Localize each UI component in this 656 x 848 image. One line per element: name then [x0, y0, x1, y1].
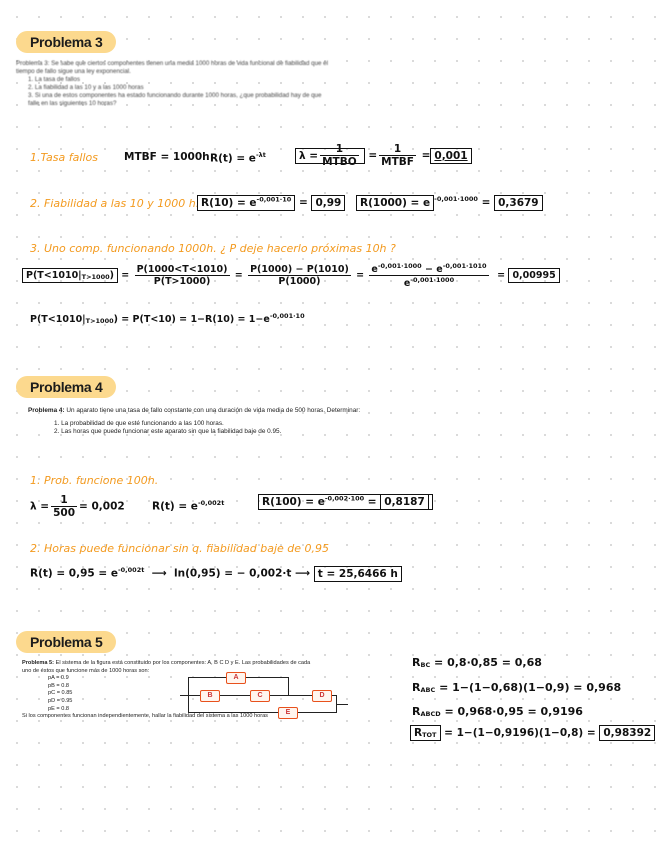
statement-line: falle en las siguientes 10 horas?: [28, 100, 117, 107]
r-rest: = 1−(1−0,9196)(1−0,8) =: [440, 727, 596, 739]
r100-result: 0,8187: [380, 494, 429, 510]
line2-lhs: P(T<1010|: [30, 314, 86, 326]
p3-conditional-prob: P(T<1010|T>1000) = $\frac{P(1000<T<1010)}{P(T>1000)}$ = $\frac{P(1000) - P(1010)}{P(1000)}$ = $\frac{e^{-0,001\cdot 1000} - e^{-0,001\cdot 1010}}{e^{-0,001\cdot 1000}}$ = 0,00995: [22, 262, 560, 289]
p3-lambda-formula: λ = $\frac{1}{\text{MTBO}}$ = $\frac{1}{\text{MTBF}}$ = 0,001: [295, 143, 472, 168]
r-bc: [412, 656, 542, 669]
cond-prob-result: 0,00995: [508, 268, 559, 283]
statement-line: 1. La tasa de fallos: [28, 76, 80, 83]
eq1: R(t) = 0,95 = e: [30, 567, 118, 580]
frac-den: 500: [53, 507, 76, 519]
line2-exp: -0,001·10: [269, 312, 305, 320]
p3-r1000: R(1000) = e $^{-0,001\cdot 1000}$ = 0,3679: [356, 195, 543, 209]
prob-item: pC = 0.85: [48, 690, 73, 697]
problem-3-statement: [16, 60, 328, 108]
fraction: [369, 262, 488, 289]
hours-result: t = 25,6466 h: [314, 566, 402, 582]
r-tot: [410, 727, 655, 739]
fraction: [51, 494, 77, 519]
r-rest: = 1−(1−0,68)(1−0,9) = 0,968: [435, 681, 622, 694]
rt-exp: -0,002t: [197, 499, 225, 507]
statement-item: 2. Las horas que puede funcionar este aparato sin que la fiabilidad baje de 0.95.: [54, 428, 282, 436]
statement-bold: Problema 4:: [28, 407, 65, 414]
exp-base: e: [403, 278, 411, 290]
p4-q1-label: 1. Prob. funcione 100h.: [30, 474, 159, 487]
p4-rt: [152, 499, 224, 513]
problem-4-statement: [28, 407, 360, 437]
prob-item: pE = 0.8: [48, 705, 69, 712]
exp-power: -0,001·1000: [377, 262, 422, 270]
r-symbol: R: [414, 727, 423, 739]
r-symbol: R: [412, 656, 421, 669]
component-d: D: [312, 690, 332, 702]
prob-item: pD = 0.95: [48, 697, 73, 704]
statement-line: 2. La fiabilidad a las 10 y a las 1000 horas: [28, 84, 144, 91]
r-symbol: R: [412, 681, 421, 694]
p3-q1-label: 1.Tasa fallos: [30, 151, 98, 164]
cond-lhs: P(T<1010|: [26, 270, 82, 282]
r-tot-box: [410, 725, 441, 741]
wire: [188, 712, 336, 713]
wire: [336, 704, 348, 705]
fraction: [320, 143, 359, 168]
p3-rt-formula: [210, 151, 266, 165]
fraction: [379, 143, 416, 168]
frac-num: 1: [51, 494, 77, 507]
r-sub: TOT: [422, 731, 437, 739]
problem-4-title: Problema 4: [16, 376, 116, 398]
statement-bold: Problema 5:: [22, 660, 55, 666]
rt-lhs: R(t) = e: [210, 152, 256, 165]
lambda-value: = 0,002: [79, 500, 125, 513]
r10-exp: -0,001·10: [256, 195, 292, 203]
r100-lhs: R(100) = e: [262, 495, 325, 508]
line2-rest: ) = P(T<10) = 1−R(10) = 1−e: [113, 314, 270, 326]
r100-exp: -0,002·100: [324, 494, 365, 502]
arrow-icon: ⟶: [295, 567, 311, 580]
line2-sub: T>1000: [85, 317, 114, 326]
frac-den: P(1000): [278, 276, 321, 288]
problem-5-title: Problema 5: [16, 631, 116, 653]
r1000-lhs: R(1000) = e: [356, 195, 434, 211]
frac-num: 1: [379, 143, 416, 156]
statement-item: 1. La probabilidad de que esté funcionando a las 100 horas.: [54, 419, 224, 427]
p3-r10: $R(10) = e^{-0,001\cdot 10} = 0,99$: [197, 195, 345, 209]
fraction: [135, 264, 230, 287]
statement-line: 3. Si una de estos componentes ha estado funcionando durante 1000 horas, ¿que probabilidad hay de que: [28, 92, 322, 99]
component-b: B: [200, 690, 220, 702]
statement-line: tiempo de fallo sigue una ley exponencial.: [16, 68, 131, 75]
eq1-exp: -0,002t: [117, 566, 145, 574]
r-rest: = 0,968·0,95 = 0,9196: [440, 705, 583, 718]
r-abcd: [412, 705, 583, 718]
r10-box: [197, 195, 295, 211]
component-e: E: [278, 707, 298, 719]
prob-item: pA = 0.9: [48, 675, 69, 682]
r-tot-result: 0,98392: [599, 725, 655, 741]
component-a: A: [226, 672, 246, 684]
r10-value: 0,99: [311, 195, 345, 211]
frac-den: MTBF: [381, 156, 414, 168]
exp-power: -0,001·1010: [442, 262, 487, 270]
r100-box: [258, 494, 433, 510]
lambda-result: 0,001: [430, 148, 471, 164]
cond-prob-box: P(T<1010|T>1000): [22, 268, 118, 283]
p3-q3-label: 3. Uno comp. funcionando 1000h. ¿ P deje hacerlo próximas 10h ?: [30, 242, 396, 255]
frac-num: [369, 262, 488, 276]
p3-q3-line2: [30, 312, 305, 325]
arrow-icon: ⟶: [151, 567, 167, 580]
exp-base: − e: [421, 264, 443, 276]
frac-num: P(1000) − P(1010): [250, 264, 349, 276]
statement-text: El sistema de la figura está constituido por los componentes: A, B C D y E. Las probabilidades de cada: [54, 660, 311, 666]
fraction: [248, 264, 351, 287]
statement-line: [22, 660, 310, 668]
statement-text: Un aparato tiene una tasa de fallo constante con una duración de vida media de 500 horas. Determinar:: [64, 407, 361, 414]
reliability-diagram: [180, 672, 350, 720]
frac-num: 1: [320, 143, 359, 156]
r100-eq: =: [367, 495, 377, 508]
r-abc: [412, 681, 621, 694]
exp-base: e: [371, 264, 378, 276]
r-rest: = 0,8·0,85 = 0,68: [430, 656, 542, 669]
r-sub: ABCD: [420, 710, 441, 718]
statement-line: Si los componentes funcionan independientemente, hallar la fiabilidad del sistema a las 1000 horas: [22, 713, 268, 720]
r1000-exp: -0,001·1000: [434, 195, 478, 203]
cond-sub: T>1000: [81, 273, 110, 282]
frac-num: P(1000<T<1010): [136, 264, 228, 276]
r-sub: ABC: [420, 686, 436, 694]
p4-r100: [258, 494, 433, 508]
problem-3-title: Problema 3: [16, 31, 116, 53]
r10-lhs: R(10) = e: [201, 196, 257, 209]
lambda-box: [295, 143, 365, 168]
prob-item: pB = 0.8: [48, 682, 69, 689]
r-sub: BC: [420, 661, 431, 669]
p3-mtbf: MTBF = 1000h: [124, 151, 210, 163]
component-c: C: [250, 690, 270, 702]
frac-den: P(T>1000): [153, 276, 211, 288]
frac-den: [369, 276, 488, 289]
eq2: ln(0,95) = − 0,002·t: [174, 567, 292, 580]
wire: [288, 677, 289, 696]
lambda-lhs: λ =: [30, 500, 50, 513]
statement-line: uno de éstos que funcione más de 1000 horas son:: [22, 667, 150, 674]
r1000-value: 0,3679: [494, 195, 543, 211]
p4-lambda: [30, 494, 125, 519]
rt-lhs: R(t) = e: [152, 500, 198, 513]
p4-q2-derivation: [30, 566, 402, 580]
statement-line: [28, 407, 360, 416]
p4-q2-label: 2. Horas puede funcionar sin q. fiabilidad baje de 0,95: [30, 542, 330, 555]
wire: [180, 695, 188, 696]
exp-power: -0,001·1000: [410, 276, 455, 285]
r-symbol: R: [412, 705, 421, 718]
frac-den: MTBO: [322, 156, 357, 168]
statement-line: Problema 3: Se sabe que ciertos componentes tienen una media 1000 horas de vida funcional de fiabilidad que el: [16, 60, 328, 67]
rt-exp: -λt: [255, 151, 266, 159]
lambda-lhs: λ =: [299, 149, 319, 162]
p3-q2-label: 2. Fiabilidad a las 10 y 1000 h.: [30, 197, 200, 210]
